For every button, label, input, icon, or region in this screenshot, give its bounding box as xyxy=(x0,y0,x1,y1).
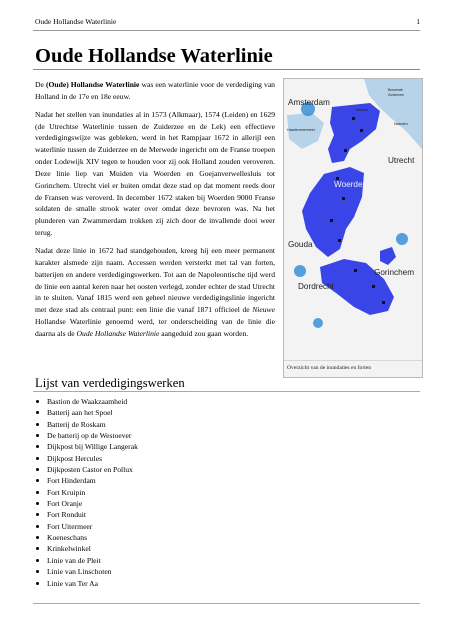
history-paragraph: Nadat het stellen van inundaties al in 1573 (Alkmaar), 1574 (Leiden) en 1629 (de Utrechtse Waterlinie tussen de Zuiderzee en de Lek) een effectieve verdedigingswijze was gebleken, werd in het Rampjaar 1672 in allerijl een waterlinie tussen de Zuiderzee en de Merwede ingericht om de Franse troepen onder Lodewijk XIV tegen te houden voor zij ook Holland zouden veroveren. Deze linie liep van Muiden via Woerden en Goejanverwellesluis tot Gorinchem. Utrecht viel er buiten omdat deze stad op dat moment reeds door de Fransen was veroverd. In december 1672 staken bij Woerden 9000 Franse soldaten de smalle strook water over omdat deze bevroren was. Na het plunderen van Zwammerdam trokken zij zich door de invallende dooi weer terug. xyxy=(35,109,275,238)
legend-top: Bovenste xyxy=(388,88,403,92)
label-amsterdam: Amsterdam xyxy=(288,98,330,107)
section-rule xyxy=(33,391,420,392)
list-item[interactable]: Fort Ronduit xyxy=(35,509,138,520)
list-item[interactable]: Batterij aan het Spoel xyxy=(35,407,138,418)
page-title: Oude Hollandse Waterlinie xyxy=(35,45,273,67)
label-gorinchem: Gorinchem xyxy=(374,268,415,277)
label-haarlemmermeer: Haarlemmermeer xyxy=(287,128,315,132)
intro-text: De xyxy=(35,80,46,89)
list-item[interactable]: Fort Hinderdam xyxy=(35,475,138,486)
map-figure xyxy=(283,78,423,378)
list-item[interactable]: Linie van Ter Aa xyxy=(35,578,138,589)
paragraph-text: aangeduid zou gaan worden. xyxy=(159,328,249,338)
list-item[interactable]: Linie van de Pleit xyxy=(35,555,138,566)
dordrecht-area xyxy=(313,318,323,328)
list-item[interactable]: Batterij de Roskam xyxy=(35,419,138,430)
list-item[interactable]: Krinkelwinkel xyxy=(35,543,138,554)
label-naarden: Naarden xyxy=(394,122,408,126)
list-item[interactable]: Dijkposten Castor en Pollux xyxy=(35,464,138,475)
list-item[interactable]: Linie van Linschoten xyxy=(35,566,138,577)
title-rule xyxy=(33,69,420,70)
label-dordrecht: Dordrecht xyxy=(298,282,334,291)
gouda-area xyxy=(294,265,306,277)
section-title: Lijst van verdedigingswerken xyxy=(35,376,185,390)
later-history-paragraph xyxy=(35,245,275,340)
article-body xyxy=(35,79,275,346)
list-item[interactable]: Koeneschans xyxy=(35,532,138,543)
italic-term: Nieuwe xyxy=(252,305,275,315)
label-utrecht: Utrecht xyxy=(388,156,415,165)
inundation-map xyxy=(284,79,422,361)
utrecht-area xyxy=(396,233,408,245)
fortifications-list xyxy=(35,396,138,589)
page-number: 1 xyxy=(416,17,420,26)
intro-text: was een waterlinie voor de verdediging van Holland in de 17e en 18e eeuw. xyxy=(35,80,275,101)
list-item[interactable]: Dijkpost bij Willige Langerak xyxy=(35,441,138,452)
list-item[interactable]: Fort Kruipin xyxy=(35,487,138,498)
list-item[interactable]: Bastion de Waakzaamheid xyxy=(35,396,138,407)
italic-term: Oude Hollandse Waterlinie xyxy=(76,328,160,338)
list-item[interactable]: Fort Oranje xyxy=(35,498,138,509)
label-gouda: Gouda xyxy=(288,240,313,249)
list-item[interactable]: De batterij op de Westoever xyxy=(35,430,138,441)
map-caption: Overzicht van de inundaties en forten xyxy=(287,365,372,371)
header-rule xyxy=(33,30,420,31)
paragraph-text: Hollandse Waterlinie genoemd werd, ter onderscheiding van de linie die daarna als de xyxy=(35,317,275,338)
label-woerden: Woerden xyxy=(334,180,368,189)
running-header xyxy=(35,17,420,27)
article-subject: (Oude) Hollandse Waterlinie xyxy=(45,80,140,89)
legend-bottom: Zuiderzee xyxy=(388,93,404,97)
intro-paragraph-1 xyxy=(35,79,275,103)
running-header-title: Oude Hollandse Waterlinie xyxy=(35,17,117,26)
list-item[interactable]: Dijkpost Hercules xyxy=(35,453,138,464)
list-item[interactable]: Fort Uitermeer xyxy=(35,521,138,532)
label-muiden: Muiden xyxy=(356,108,368,112)
footer-rule xyxy=(33,603,420,604)
paragraph-text: Nadat deze linie in 1672 had standgehouden, kreeg hij een meer permanent karakter alsmede zijn naam. Accessen werden versterkt met tal van forten, batterijen en andere verdedigingswerken. Tot aan de Napoleontische tijd werd de linie een aantal keren naar het oosten verlegd, zonder echter de stad Utrecht in te sluiten. Vanaf 1815 werd een geheel nieuwe verdedigingslinie ingericht met deze stad als centraal punt: een linie die vanaf 1871 officieel de xyxy=(35,245,275,315)
